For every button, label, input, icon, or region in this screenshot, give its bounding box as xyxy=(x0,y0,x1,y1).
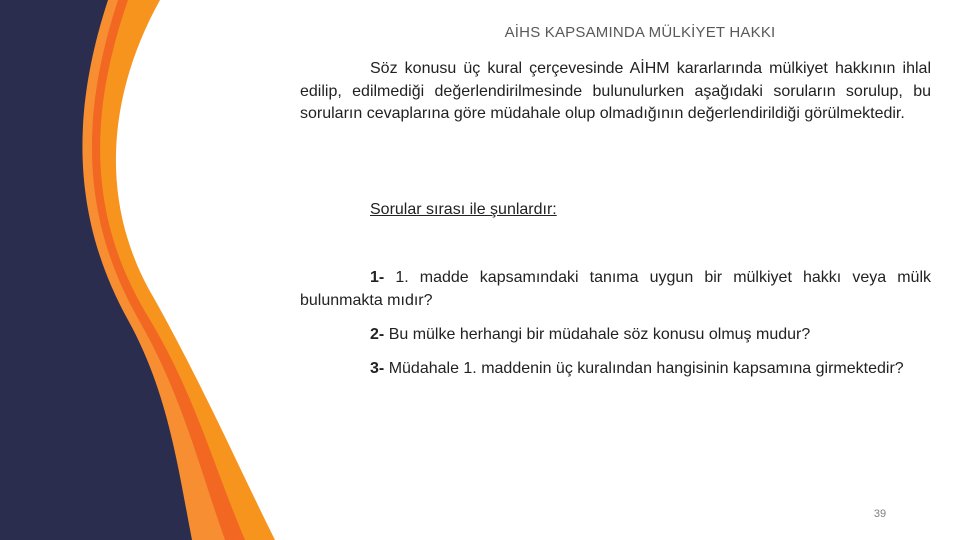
intro-paragraph: Söz konusu üç kural çerçevesinde AİHM kararlarında mülkiyet hakkının ihlal edilip, edilmediği değerlendirilmesinde bulunulurken aşağıdaki soruların sorulup, bu soruların cevaplarına göre müdahale olup olmadığının değerlendirildiği görülmektedir. xyxy=(300,60,931,122)
question-item-2 xyxy=(300,324,931,347)
question-number: 3- xyxy=(370,360,385,377)
questions-heading: Sorular sırası ile şunlardır: xyxy=(370,201,557,218)
question-text: Bu mülke herhangi bir müdahale söz konusu olmuş mudur? xyxy=(388,326,811,343)
question-text: Müdahale 1. maddenin üç kuralından hangisinin kapsamına girmektedir? xyxy=(388,360,904,377)
page-number: 39 xyxy=(873,508,887,520)
slide-title: AİHS KAPSAMINDA MÜLKİYET HAKKI xyxy=(504,24,776,41)
question-number: 1- xyxy=(370,269,385,286)
question-number: 2- xyxy=(370,326,385,343)
question-item-1 xyxy=(300,267,931,312)
question-text: 1. madde kapsamındaki tanıma uygun bir mülkiyet hakkı veya mülk bulunmakta mıdır? xyxy=(300,269,932,309)
questions-heading-line xyxy=(300,199,931,222)
question-item-3 xyxy=(300,358,931,381)
